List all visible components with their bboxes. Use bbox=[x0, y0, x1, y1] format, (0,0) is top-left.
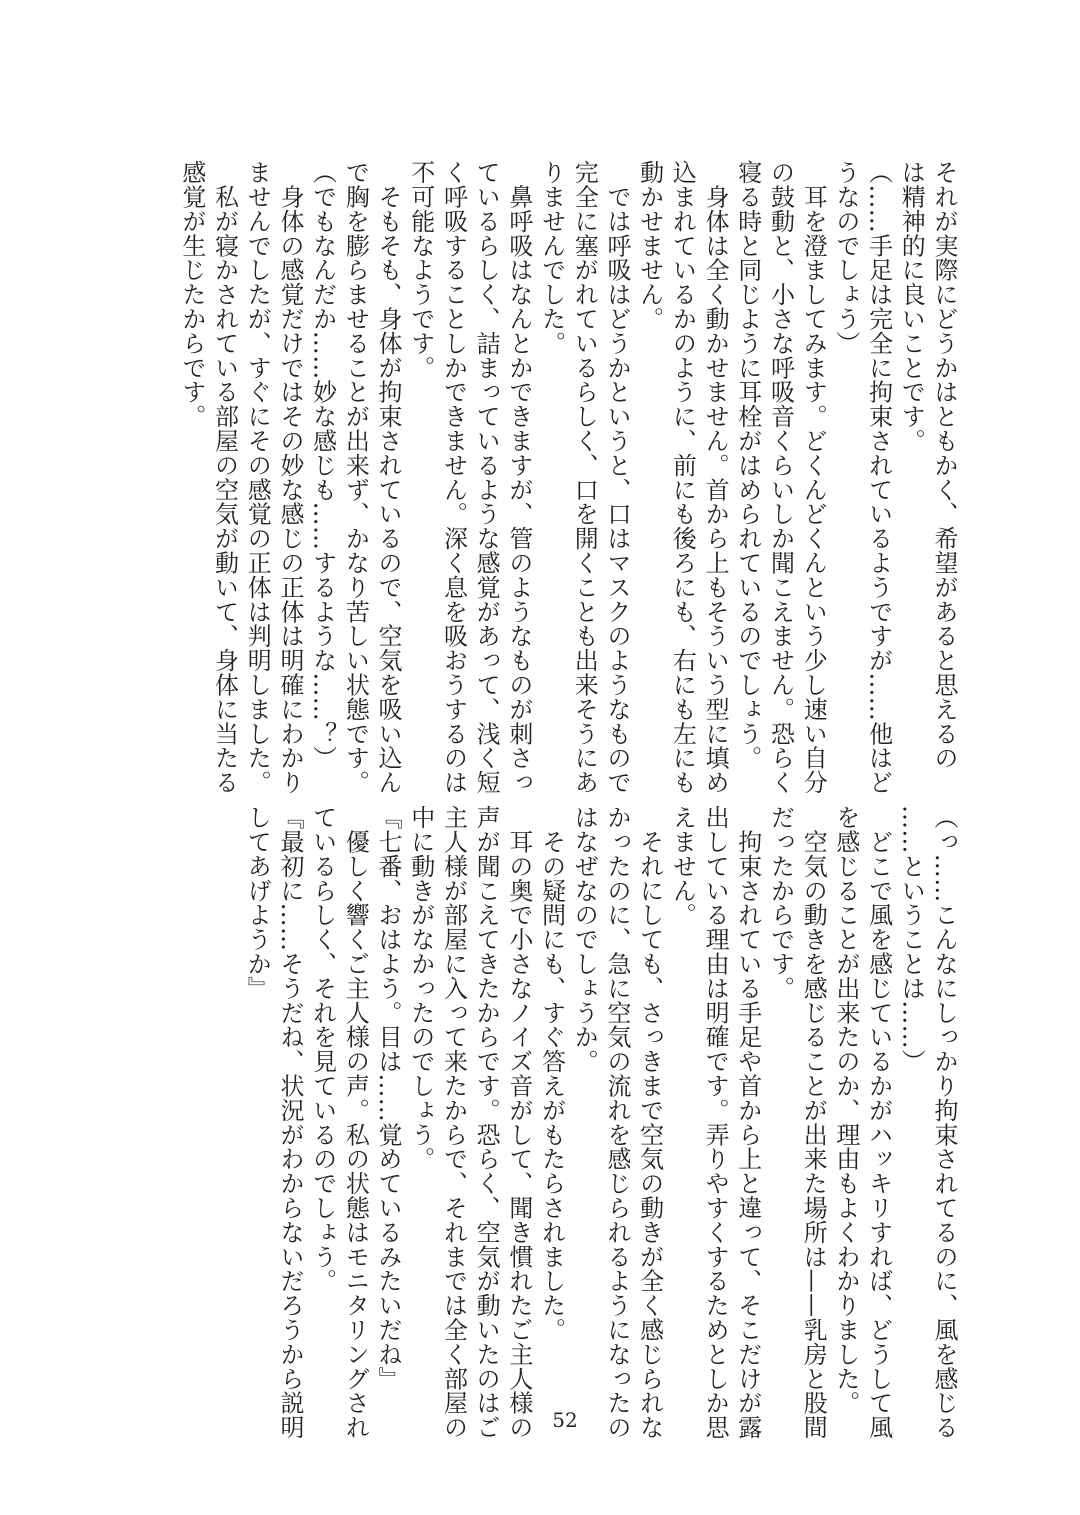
text-column: 不可能なようです。 bbox=[406, 160, 435, 380]
text-column: それが実際にどうかはともかく、希望があると思えるの bbox=[930, 160, 958, 770]
text-column: その疑問にも、すぐ答えがもたらされました。 bbox=[537, 805, 566, 1342]
text-column: を感じることが出来たのか、理由もよくわかりました。 bbox=[831, 805, 860, 1415]
text-column: 出している理由は明確です。弄りやすくするためとしか思 bbox=[701, 805, 730, 1440]
text-column: 身体は全く動かせません。首から上もそういう型に填め bbox=[701, 160, 730, 795]
text-column: 身体の感覚だけではその妙な感じの正体は明確にわかり bbox=[275, 160, 304, 795]
text-column: ているらしく、それを見ているのでしょう。 bbox=[308, 805, 337, 1293]
text-column: 耳の奥で小さなノイズ音がして、聞き慣れたご主人様の bbox=[504, 805, 533, 1440]
text-column: 完全に塞がれているらしく、口を開くことも出来そうにあ bbox=[570, 160, 599, 795]
text-column: はなぜなのでしょうか。 bbox=[570, 805, 599, 1074]
text-column: 寝る時と同じように耳栓がはめられているのでしょう。 bbox=[733, 160, 762, 770]
text-column: えません。 bbox=[668, 805, 697, 927]
text-column: 優しく響くご主人様の声。私の状態はモニタリングされ bbox=[341, 805, 370, 1440]
text-column: そもそも、身体が拘束されているので、空気を吸い込ん bbox=[374, 160, 403, 795]
text-block-top bbox=[175, 160, 960, 795]
text-column: だったからです。 bbox=[766, 805, 795, 1001]
text-column: ……ということは……） bbox=[897, 805, 926, 1074]
text-column: 『最初に……そうだね、状況がわからないだろうから説明 bbox=[275, 805, 304, 1440]
text-column: （っ……こんなにしっかり拘束されてるのに、風を感じる bbox=[930, 805, 958, 1440]
text-column: うなのでしょう） bbox=[831, 160, 860, 356]
text-column: りませんでした。 bbox=[537, 160, 566, 356]
text-column: 声が聞こえてきたからです。恐らく、空気が動いたのはご bbox=[472, 805, 501, 1440]
text-column: は精神的に良いことです。 bbox=[897, 160, 926, 453]
text-column: 耳を澄ましてみます。どくんどくんという少し速い自分 bbox=[799, 160, 828, 795]
text-column: 拘束されている手足や首から上と違って、そこだけが露 bbox=[733, 805, 762, 1440]
text-column: 中に動きがなかったのでしょう。 bbox=[406, 805, 435, 1171]
text-column: では呼吸はどうかというと、口はマスクのようなもので bbox=[602, 160, 631, 795]
text-column: かったのに、急に空気の流れを感じられるようになったの bbox=[602, 805, 631, 1440]
text-column: 主人様が部屋に入って来たからで、それまでは全く部屋の bbox=[439, 805, 468, 1440]
text-column: それにしても、さっきまで空気の動きが全く感じられな bbox=[635, 805, 664, 1440]
text-column: （でもなんだか……妙な感じも……するような……？） bbox=[308, 160, 337, 770]
text-column: 私が寝かされている部屋の空気が動いて、身体に当たる bbox=[210, 160, 239, 795]
text-column: （……手足は完全に拘束されているようですが……他はど bbox=[864, 160, 893, 795]
text-column: 感覚が生じたからです。 bbox=[177, 160, 206, 429]
text-column: 動かせません。 bbox=[635, 160, 664, 331]
text-column: の鼓動と、小さな呼吸音くらいしか聞こえません。恐らく bbox=[766, 160, 795, 795]
text-column: 『七番、おはよう。目は……覚めているみたいだね』 bbox=[374, 805, 403, 1391]
text-column: してあげようか』 bbox=[243, 805, 272, 1001]
page-number: 52 bbox=[552, 1408, 578, 1432]
text-column: ているらしく、詰まっているような感覚があって、浅く短 bbox=[472, 160, 501, 795]
text-column: で胸を膨らませることが出来ず、かなり苦しい状態です。 bbox=[341, 160, 370, 795]
text-column: どこで風を感じているかがハッキリすれば、どうして風 bbox=[864, 805, 893, 1440]
text-column: 込まれているかのように、前にも後ろにも、右にも左にも bbox=[668, 160, 697, 795]
text-column: 鼻呼吸はなんとかできますが、管のようなものが刺さっ bbox=[504, 160, 533, 795]
text-column: く呼吸することしかできません。深く息を吸おうするのは bbox=[439, 160, 468, 795]
text-column: ませんでしたが、すぐにその感覚の正体は判明しました。 bbox=[243, 160, 272, 795]
text-column: 空気の動きを感じることが出来た場所は——乳房と股間 bbox=[799, 805, 828, 1440]
